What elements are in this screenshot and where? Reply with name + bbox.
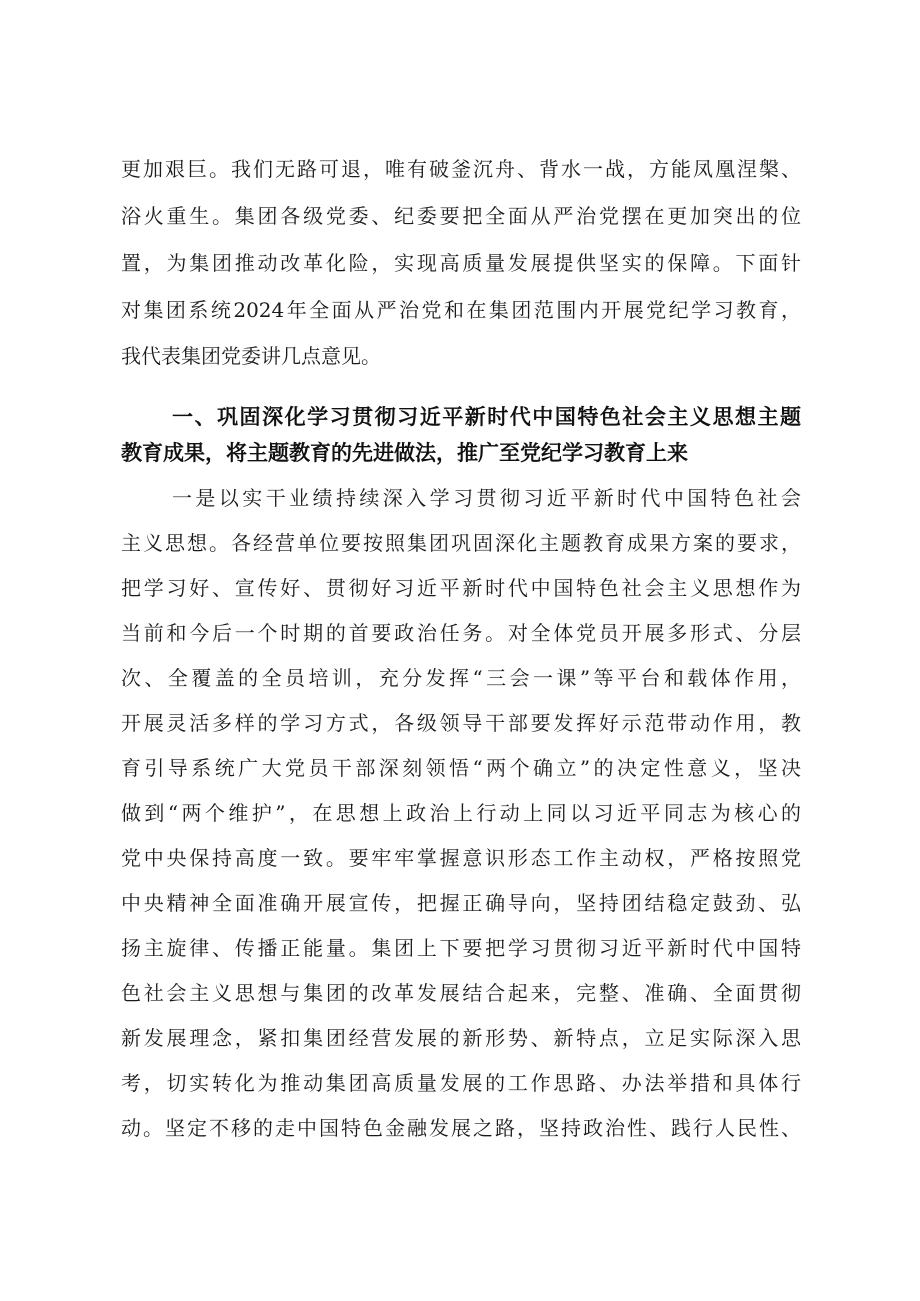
body-line-8: 做到“两个维护”，在思想上政治上行动上同以习近平同志为核心的 xyxy=(121,801,801,825)
body-line-6: 开展灵活多样的学习方式，各级领导干部要发挥好示范带动作用，教 xyxy=(121,711,801,735)
body-line-10: 中央精神全面准确开展宣传，把握正确导向，坚持团结稳定鼓劲、弘 xyxy=(121,891,801,915)
section-heading-line-2: 教育成果，将主题教育的先进做法，推广至党纪学习教育上来 xyxy=(121,441,688,465)
body-line-7: 育引导系统广大党员干部深刻领悟“两个确立”的决定性意义，坚决 xyxy=(121,756,801,780)
intro-line-1: 更加艰巨。我们无路可退，唯有破釜沉舟、背水一战，方能凤凰涅槃、 xyxy=(121,157,801,181)
body-line-9: 党中央保持高度一致。要牢牢掌握意识形态工作主动权，严格按照党 xyxy=(121,846,801,870)
intro-line-2: 浴火重生。集团各级党委、纪委要把全面从严治党摆在更加突出的位 xyxy=(121,204,801,228)
body-line-5: 次、全覆盖的全员培训，充分发挥“三会一课”等平台和载体作用， xyxy=(121,666,801,690)
section-heading-line-1: 一、巩固深化学习贯彻习近平新时代中国特色社会主义思想主题 xyxy=(172,405,801,429)
body-line-13: 新发展理念，紧扣集团经营发展的新形势、新特点，立足实际深入思 xyxy=(121,1026,801,1050)
body-line-4: 当前和今后一个时期的首要政治任务。对全体党员开展多形式、分层 xyxy=(121,621,801,645)
body-line-3: 把学习好、宣传好、贯彻好习近平新时代中国特色社会主义思想作为 xyxy=(121,576,801,600)
body-line-11: 扬主旋律、传播正能量。集团上下要把学习贯彻习近平新时代中国特 xyxy=(121,936,801,960)
body-line-14: 考，切实转化为推动集团高质量发展的工作思路、办法举措和具体行 xyxy=(121,1071,801,1095)
body-line-15: 动。坚定不移的走中国特色金融发展之路，坚持政治性、践行人民性、 xyxy=(121,1116,801,1140)
body-line-12: 色社会主义思想与集团的改革发展结合起来，完整、准确、全面贯彻 xyxy=(121,981,801,1005)
intro-line-3: 置，为集团推动改革化险，实现高质量发展提供坚实的保障。下面针 xyxy=(121,251,801,275)
intro-line-5: 我代表集团党委讲几点意见。 xyxy=(121,344,381,368)
body-line-1: 一是以实干业绩持续深入学习贯彻习近平新时代中国特色社会 xyxy=(172,486,801,510)
body-line-2: 主义思想。各经营单位要按照集团巩固深化主题教育成果方案的要求， xyxy=(121,531,801,555)
intro-line-4: 对集团系统2024年全面从严治党和在集团范围内开展党纪学习教育， xyxy=(121,298,801,322)
